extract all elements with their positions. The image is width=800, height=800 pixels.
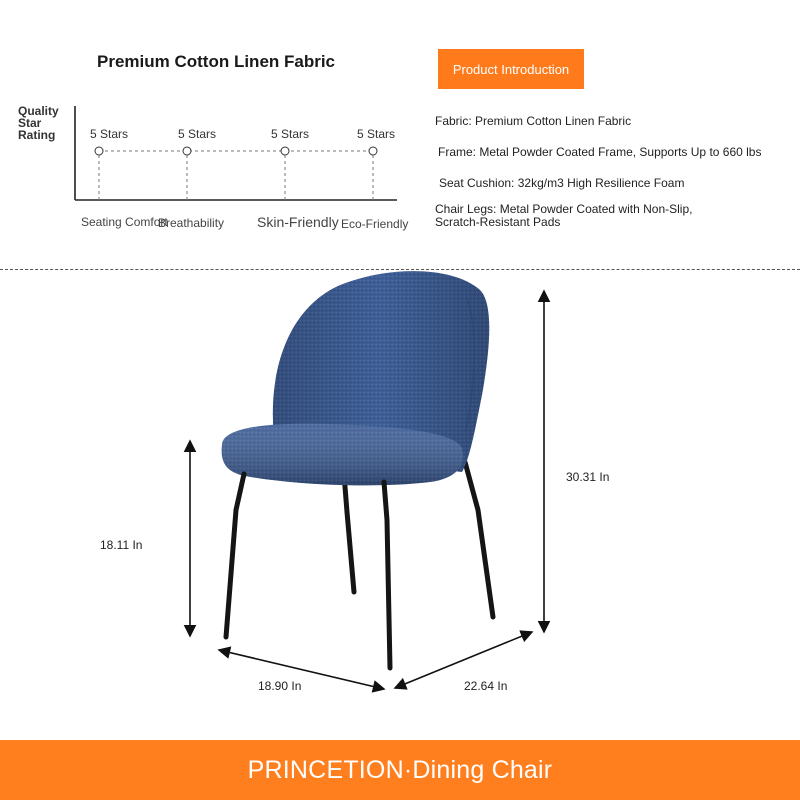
spec-chair-legs: Chair Legs: Metal Powder Coated with Non-Slip, Scratch-Resistant Pads [435,202,693,229]
rating-category-eco-friendly: Eco-Friendly [341,217,409,231]
spec-frame: Frame: Metal Powder Coated Frame, Supports Up to 660 lbs [438,145,762,159]
product-fabric-title: Premium Cotton Linen Fabric [97,52,336,71]
rating-stars-skin-friendly: 5 Stars [271,127,310,141]
footer-banner [0,740,800,800]
width-label: 18.90 In [258,679,302,693]
seat-height-label: 18.11 In [100,538,143,552]
rating-stars-eco-friendly: 5 Stars [357,127,396,141]
rating-category-breathability: Breathability [158,216,225,230]
rating-category-skin-friendly: Skin-Friendly [257,214,339,230]
quality-rating-label: Quality Star Rating [18,104,59,142]
product-name: PRINCETION·Dining Chair [247,755,553,784]
depth-label: 22.64 In [464,679,508,693]
product-introduction-button[interactable]: Product Introduction [438,49,584,89]
spec-seat-cushion: Seat Cushion: 32kg/m3 High Resilience Foam [439,176,685,190]
width-arrow [219,650,384,689]
spec-fabric: Fabric: Premium Cotton Linen Fabric [435,114,632,128]
total-height-label: 30.31 In [566,470,610,484]
rating-stars-breathability: 5 Stars [178,127,217,141]
front-legs [226,474,390,668]
rating-category-seating-comfort: Seating Comfort [81,215,168,229]
rating-stars-seating-comfort: 5 Stars [90,127,129,141]
